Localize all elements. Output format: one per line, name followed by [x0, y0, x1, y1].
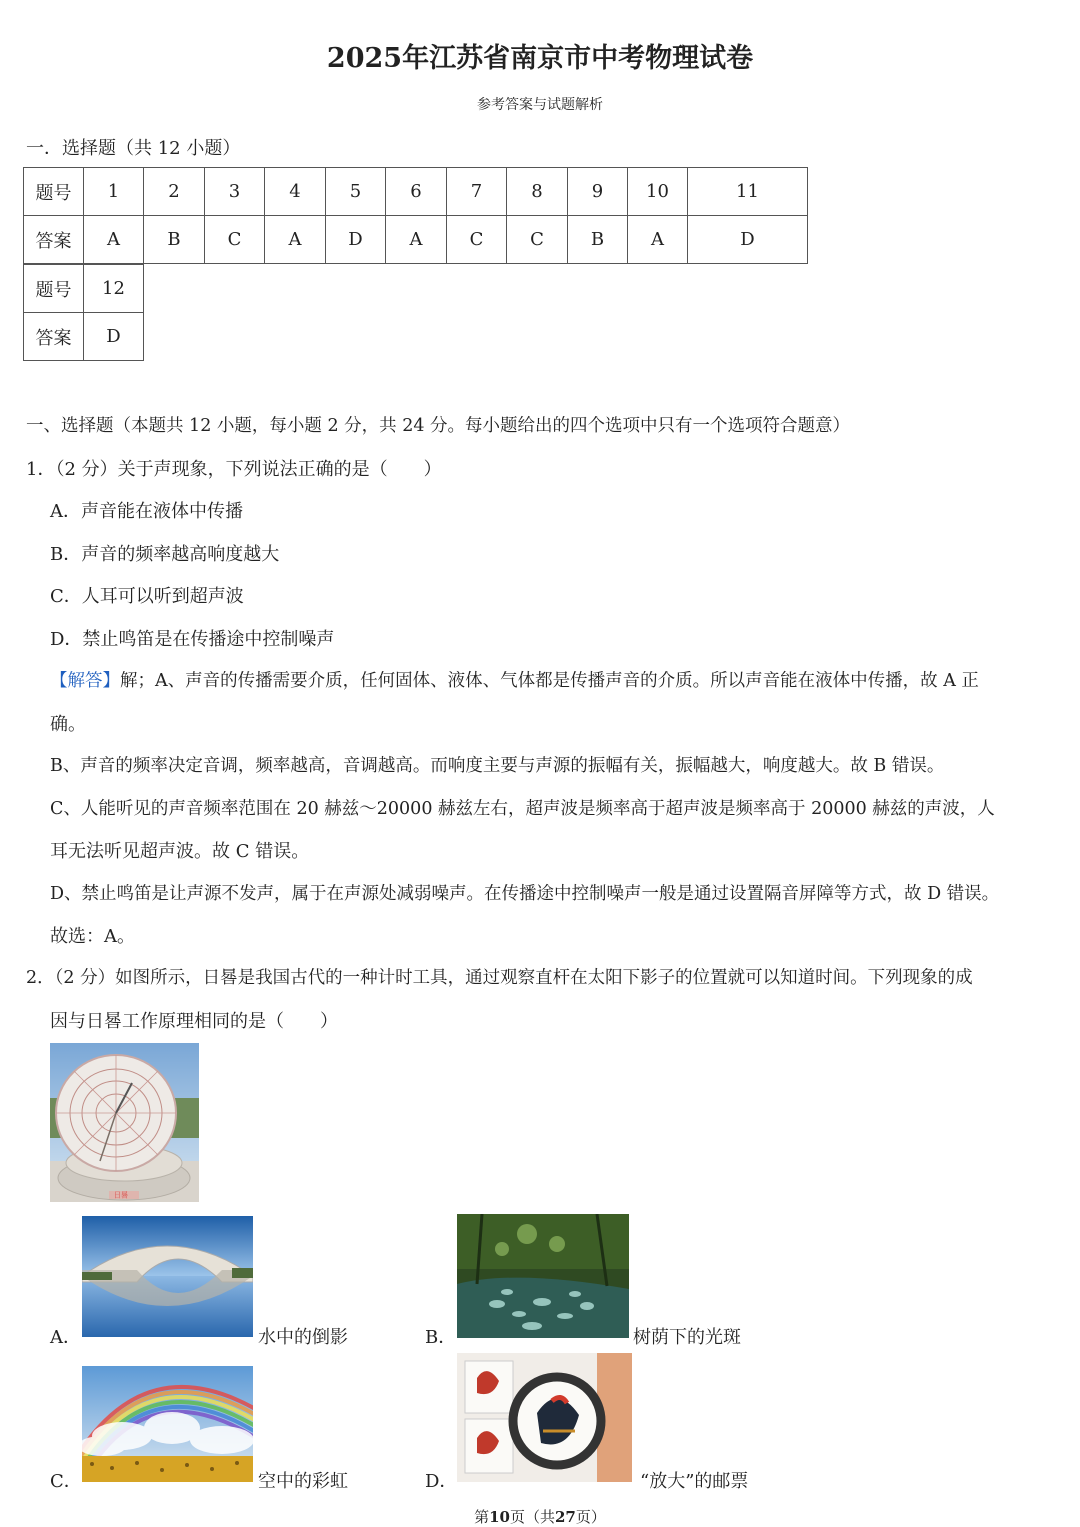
table-cell: D [326, 216, 386, 264]
table-row-label: 题号 [24, 265, 84, 313]
q2-option-a-letter: A． [50, 1327, 81, 1348]
page-footer [0, 1506, 1080, 1527]
section2-heading: 一、选择题（本题共 12 小题，每小题 2 分，共 24 分。每小题给出的四个选项中只有一个选项符合题意） [26, 416, 851, 436]
answer-table-2 [23, 264, 144, 361]
document-subtitle: 参考答案与试题解析 [477, 97, 603, 113]
table-cell: A [265, 216, 326, 264]
q1-solution-line-4: C、人能听见的声音频率范围在 20 赫兹～20000 赫兹左右，超声波是频率高于超声波是频率高于 20000 赫兹的声波，人 [50, 799, 995, 819]
table-row-label: 题号 [24, 168, 84, 216]
table-cell: 7 [447, 168, 507, 216]
table-cell: C [205, 216, 265, 264]
answer-table-1 [23, 167, 808, 264]
table-cell: B [568, 216, 628, 264]
table-cell: 12 [84, 265, 144, 313]
table-cell: 6 [386, 168, 447, 216]
footer-prefix: 第 [474, 1508, 490, 1526]
q2-option-c-letter: C． [50, 1471, 82, 1492]
q2-option-d-letter: D． [425, 1471, 458, 1492]
table-cell: 4 [265, 168, 326, 216]
table-row-label: 答案 [24, 313, 84, 361]
q1-solution-line-7: 故选：A。 [50, 926, 135, 947]
q2-option-b-letter: B． [425, 1327, 457, 1348]
section1-heading: 一．选择题（共 12 小题） [26, 138, 241, 159]
table-cell: 10 [628, 168, 688, 216]
table-row [24, 313, 144, 361]
table-row [24, 168, 808, 216]
solution-tag: 【解答】 [50, 671, 120, 691]
table-cell: 9 [568, 168, 628, 216]
table-cell: A [84, 216, 144, 264]
sundial-image [50, 1043, 199, 1202]
table-row [24, 265, 144, 313]
q1-solution-line-3: B、声音的频率决定音调，频率越高，音调越高。而响度主要与声源的振幅有关，振幅越大，响度越大。故 B 错误。 [50, 756, 945, 776]
table-cell: A [628, 216, 688, 264]
magnified-stamp-image [457, 1353, 632, 1482]
table-cell: B [144, 216, 205, 264]
table-cell: 2 [144, 168, 205, 216]
table-cell: C [447, 216, 507, 264]
q1-option-c: C．人耳可以听到超声波 [50, 586, 244, 607]
table-cell: 8 [507, 168, 568, 216]
table-cell: 5 [326, 168, 386, 216]
document-title: 2025年江苏省南京市中考物理试卷 [326, 43, 754, 74]
table-cell: D [84, 313, 144, 361]
table-cell: D [688, 216, 808, 264]
tree-shade-light-spots-image [457, 1214, 629, 1338]
reflection-bridge-image [82, 1216, 253, 1337]
q1-solution-line-1 [50, 667, 979, 692]
current-page-number: 10 [489, 1508, 510, 1526]
q1-solution-line-6: D、禁止鸣笛是让声源不发声，属于在声源处减弱噪声。在传播途中控制噪声一般是通过设置隔音屏障等方式，故 D 错误。 [50, 884, 1000, 904]
total-page-count: 27 [555, 1508, 576, 1526]
sundial-label: 日晷 [113, 1191, 129, 1200]
q1-option-a: A．声音能在液体中传播 [50, 501, 243, 522]
q2-option-a-caption: 水中的倒影 [258, 1327, 348, 1348]
table-row [24, 216, 808, 264]
table-cell: 3 [205, 168, 265, 216]
table-row-label: 答案 [24, 216, 84, 264]
q2-option-d-caption: “放大”的邮票 [640, 1471, 749, 1492]
rainbow-image [82, 1366, 253, 1482]
solution-text: 解；A、声音的传播需要介质，任何固体、液体、气体都是传播声音的介质。所以声音能在液体中传播，故 A 正 [120, 671, 979, 691]
q1-option-d: D．禁止鸣笛是在传播途中控制噪声 [50, 629, 335, 650]
q2-stem-line-2: 因与日晷工作原理相同的是（ ） [50, 1011, 338, 1032]
table-cell: 1 [84, 168, 144, 216]
q2-option-c-caption: 空中的彩虹 [258, 1471, 348, 1492]
q1-solution-line-5: 耳无法听见超声波。故 C 错误。 [50, 841, 310, 862]
footer-middle: 页（共 [509, 1508, 555, 1526]
q1-solution-line-2: 确。 [50, 714, 86, 735]
table-cell: C [507, 216, 568, 264]
q2-option-b-caption: 树荫下的光斑 [633, 1327, 741, 1348]
footer-suffix: 页） [575, 1508, 606, 1526]
q1-stem: 1．（2 分）关于声现象，下列说法正确的是（ ） [26, 459, 442, 480]
q2-stem-line-1: 2．（2 分）如图所示，日晷是我国古代的一种计时工具，通过观察直杆在太阳下影子的位置就可以知道时间。下列现象的成 [26, 968, 973, 988]
table-cell: A [386, 216, 447, 264]
q1-option-b: B．声音的频率越高响度越大 [50, 544, 280, 565]
table-cell: 11 [688, 168, 808, 216]
